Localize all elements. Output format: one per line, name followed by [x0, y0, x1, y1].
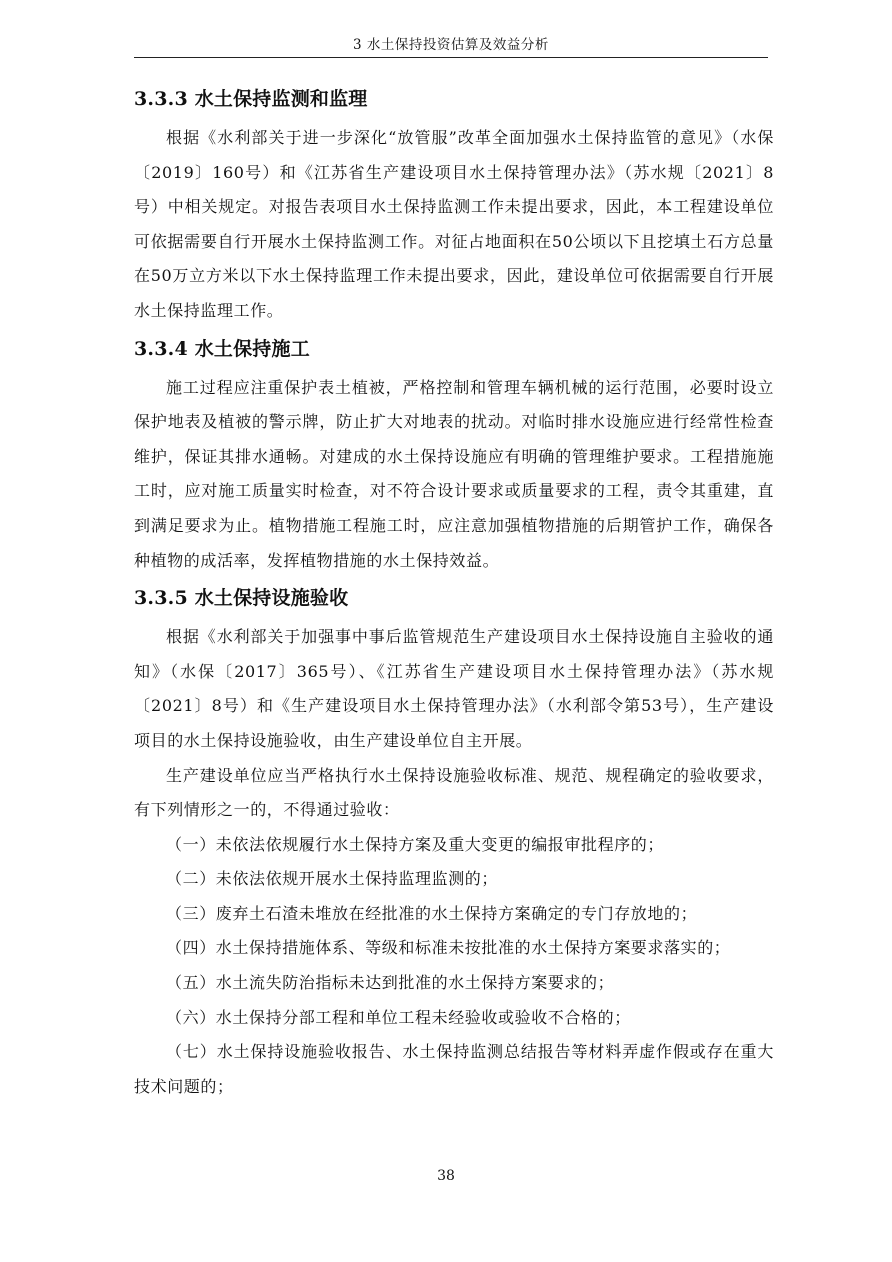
paragraph: 生产建设单位应当严格执行水土保持设施验收标准、规范、规程确定的验收要求，有下列情形之一的，不得通过验收： — [134, 765, 774, 820]
paragraph: 施工过程应注重保护表土植被，严格控制和管理车辆机械的运行范围，必要时设立保护地表及植被的警示牌，防止扩大对地表的扰动。对临时排水设施应进行经常性检查维护，保证其排水通畅。对建成的水土保持设施应有明确的管理维护要求。工程措施施工时，应对施工质量实时检查，对不符合设计要求或质量要求的工程，责令其重建，直到满足要求为止。植物措施工程施工时，应注意加强植物措施的后期管护工作，确保各种植物的成活率，发挥植物措施的水土保持效益。 — [134, 377, 774, 570]
list-item: （一）未依法依规履行水土保持方案及重大变更的编报审批程序的； — [166, 834, 665, 854]
list-item: （四）水土保持措施体系、等级和标准未按批准的水土保持方案要求落实的； — [166, 938, 731, 958]
list-item: （七）水土保持设施验收报告、水土保持监测总结报告等材料弄虚作假或存在重大技术问题的； — [134, 1042, 774, 1096]
running-header: 3 水土保持投资估算及效益分析 — [353, 37, 549, 53]
section-heading-3-3-3: 3.3.3 水土保持监测和监理 — [134, 88, 368, 110]
page-body — [134, 81, 774, 1104]
list-item: （六）水土保持分部工程和单位工程未经验收或验收不合格的； — [166, 1007, 631, 1027]
paragraph: 根据《水利部关于加强事中事后监管规范生产建设项目水土保持设施自主验收的通知》（水保〔2017〕365号）、《江苏省生产建设项目水土保持管理办法》（苏水规〔2021〕8号）和《生产建设项目水土保持管理办法》（水利部令第53号），生产建设项目的水土保持设施验收，由生产建设单位自主开展。 — [134, 627, 774, 750]
list-item: （二）未依法依规开展水土保持监理监测的； — [166, 869, 499, 889]
acceptance-conditions-list — [134, 828, 774, 1105]
section-heading-3-3-4: 3.3.4 水土保持施工 — [134, 337, 310, 360]
list-item: （三）废弃土石渣未堆放在经批准的水土保持方案确定的专门存放地的； — [166, 903, 698, 923]
list-item: （五）水土流失防治指标未达到批准的水土保持方案要求的； — [166, 973, 615, 993]
page-number: 38 — [437, 1168, 455, 1184]
header-rule — [134, 57, 768, 58]
section-heading-3-3-5: 3.3.5 水土保持设施验收 — [134, 587, 349, 610]
paragraph: 根据《水利部关于进一步深化“放管服”改革全面加强水土保持监管的意见》（水保〔2019〕160号）和《江苏省生产建设项目水土保持管理办法》（苏水规〔2021〕8号）中相关规定。对报告表项目水土保持监测工作未提出要求，因此，本工程建设单位可依据需要自行开展水土保持监测工作。对征占地面积在50公顷以下且挖填土石方总量在50万立方米以下水土保持监理工作未提出要求，因此，建设单位可依据需要自行开展水土保持监理工作。 — [134, 128, 774, 320]
